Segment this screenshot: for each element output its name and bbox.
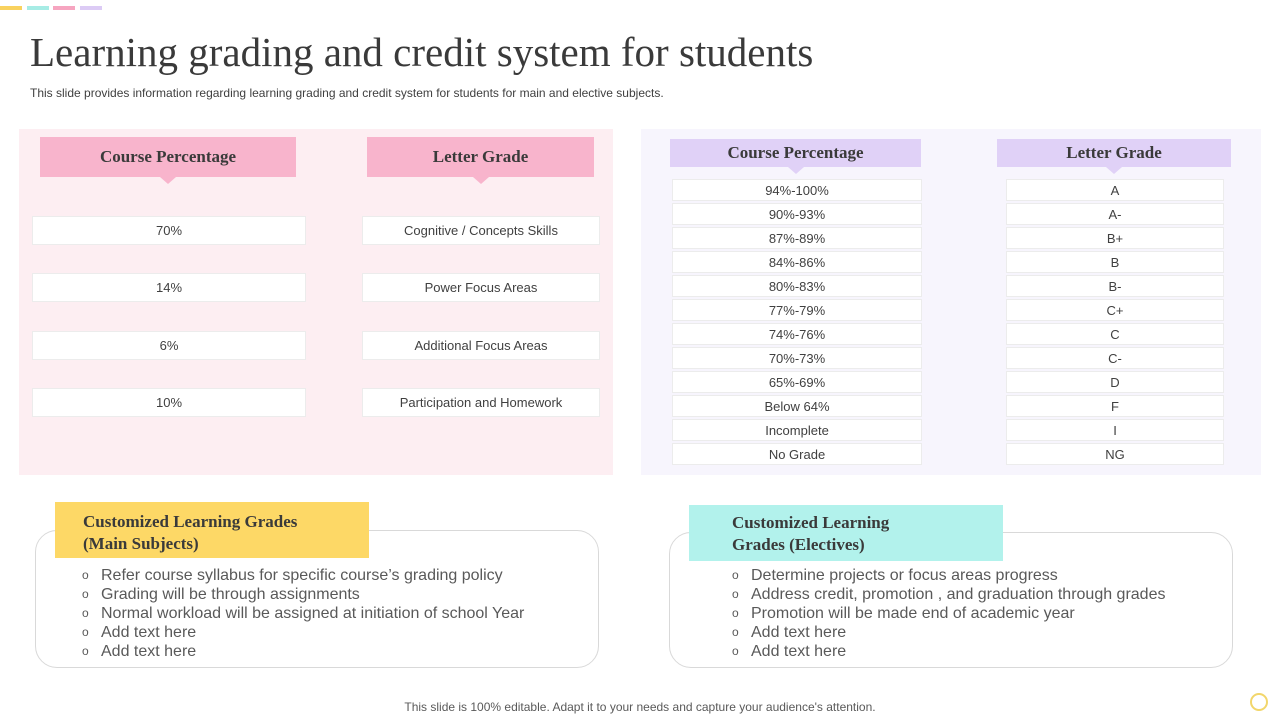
weight-percentage-cell: 70% (32, 216, 306, 245)
bullet-marker: o (732, 568, 739, 582)
percentage-cell: 94%-100% (672, 179, 922, 201)
accent-bar-teal (27, 6, 49, 10)
electives-title-line2: Grades (Electives) (732, 535, 865, 554)
bullet-marker: o (732, 587, 739, 601)
letter-grade-cell: B- (1006, 275, 1224, 297)
list-item (732, 585, 1165, 604)
list-item (82, 566, 524, 585)
percentage-cell: 70%-73% (672, 347, 922, 369)
list-item-text: Normal workload will be assigned at initiation of school Year (101, 605, 525, 622)
list-item (82, 604, 524, 623)
list-item-text: Add text here (751, 643, 847, 660)
list-item-text: Add text here (101, 643, 197, 660)
weight-label-cell: Cognitive / Concepts Skills (362, 216, 600, 245)
letter-grade-column (1006, 179, 1224, 465)
electives-bullet-list (732, 566, 1165, 661)
bullet-marker: o (732, 606, 739, 620)
weight-percentage-cell: 10% (32, 388, 306, 417)
percentage-cell: 74%-76% (672, 323, 922, 345)
list-item (732, 604, 1165, 623)
weight-label-cell: Participation and Homework (362, 388, 600, 417)
bullet-marker: o (82, 568, 89, 582)
letter-grade-cell: C- (1006, 347, 1224, 369)
accent-bar-lavender (80, 6, 102, 10)
letter-grade-cell: D (1006, 371, 1224, 393)
page-title: Learning grading and credit system for students (30, 29, 814, 75)
letter-grade-cell: A- (1006, 203, 1224, 225)
list-item-text: Grading will be through assignments (101, 586, 360, 603)
percentage-cell: 80%-83% (672, 275, 922, 297)
percentage-cell: No Grade (672, 443, 922, 465)
bullet-marker: o (82, 625, 89, 639)
percentage-cell: 87%-89% (672, 227, 922, 249)
right-header-percentage: Course Percentage (670, 139, 921, 167)
left-header-percentage: Course Percentage (40, 137, 296, 177)
page-subtitle: This slide provides information regarding learning grading and credit system for students for main and elective subjects. (30, 86, 664, 100)
main-subjects-title-line1: Customized Learning Grades (83, 512, 298, 531)
letter-grade-cell: C+ (1006, 299, 1224, 321)
main-subjects-bullet-list (82, 566, 524, 661)
accent-bar-yellow (0, 6, 22, 10)
footer-note: This slide is 100% editable. Adapt it to your needs and capture your audience's attention. (404, 700, 876, 714)
letter-grade-cell: B (1006, 251, 1224, 273)
list-item (732, 642, 1165, 661)
accent-bar-pink (53, 6, 75, 10)
left-header-grade: Letter Grade (367, 137, 594, 177)
list-item-text: Refer course syllabus for specific course’s grading policy (101, 567, 503, 584)
letter-grade-cell: I (1006, 419, 1224, 441)
list-item (82, 642, 524, 661)
bullet-marker: o (732, 644, 739, 658)
percentage-cell: Incomplete (672, 419, 922, 441)
list-item-text: Address credit, promotion , and graduation through grades (751, 586, 1166, 603)
list-item (82, 623, 524, 642)
letter-grade-cell: F (1006, 395, 1224, 417)
percentage-cell: 84%-86% (672, 251, 922, 273)
electives-card-title (689, 505, 1003, 561)
bullet-marker: o (82, 587, 89, 601)
list-item (732, 623, 1165, 642)
list-item-text: Add text here (101, 624, 197, 641)
weighting-panel (19, 129, 613, 475)
letter-grade-cell: C (1006, 323, 1224, 345)
letter-grade-cell: B+ (1006, 227, 1224, 249)
list-item-text: Promotion will be made end of academic year (751, 605, 1075, 622)
main-subjects-card-title (55, 502, 369, 558)
list-item (82, 585, 524, 604)
percentage-cell: 90%-93% (672, 203, 922, 225)
percentage-cell: 77%-79% (672, 299, 922, 321)
percentage-cell: Below 64% (672, 395, 922, 417)
list-item-text: Determine projects or focus areas progress (751, 567, 1058, 584)
bullet-marker: o (82, 606, 89, 620)
percentage-cell: 65%-69% (672, 371, 922, 393)
weight-percentage-cell: 6% (32, 331, 306, 360)
corner-circle-decoration (1250, 693, 1268, 711)
weight-label-cell: Additional Focus Areas (362, 331, 600, 360)
weight-label-cell: Power Focus Areas (362, 273, 600, 302)
list-item-text: Add text here (751, 624, 847, 641)
weight-percentage-cell: 14% (32, 273, 306, 302)
bullet-marker: o (82, 644, 89, 658)
letter-grade-cell: A (1006, 179, 1224, 201)
main-subjects-title-line2: (Main Subjects) (83, 534, 199, 553)
electives-title-line1: Customized Learning (732, 513, 890, 532)
list-item (732, 566, 1165, 585)
percentage-column (672, 179, 922, 465)
letter-grade-cell: NG (1006, 443, 1224, 465)
right-header-grade: Letter Grade (997, 139, 1231, 167)
bullet-marker: o (732, 625, 739, 639)
